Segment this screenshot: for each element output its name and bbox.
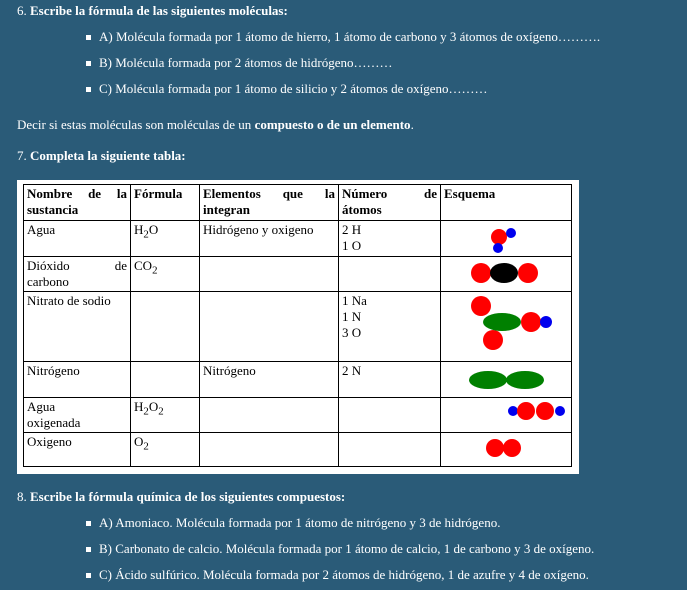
oxygen-atom (471, 296, 491, 316)
nitrogen-atom (483, 313, 521, 331)
cell-atoms (339, 257, 441, 292)
cell-elements (200, 433, 339, 467)
cell-formula (131, 362, 200, 398)
cell-atoms (339, 398, 441, 433)
header-elements: Elementos que la integran (200, 185, 339, 221)
cell-formula: $H_2O_2$ (131, 398, 200, 433)
hydrogen-atom (493, 243, 503, 253)
cell-elements: Nitrógeno (200, 362, 339, 398)
oxygen-atom (517, 402, 535, 420)
hydrogen-atom (555, 406, 565, 416)
table-row (24, 221, 572, 257)
cell-name: Agua (24, 221, 131, 257)
cell-formula: $O_2$ (131, 433, 200, 467)
q6-number: 6. (17, 3, 27, 18)
oxygen-atom (486, 439, 504, 457)
cell-atoms: 2 H 1 O (339, 221, 441, 257)
nitrogen-molecule-diagram (441, 362, 572, 398)
q6-decide-text: Decir si estas moléculas son moléculas de un compuesto o de un elemento. (17, 117, 414, 132)
cell-elements (200, 257, 339, 292)
cell-elements (200, 292, 339, 362)
table-row (24, 433, 572, 467)
carbon-atom (490, 263, 518, 283)
cell-name: Agua oxigenada (24, 398, 131, 433)
q8-item-c: C) Ácido sulfúrico. Molécula formada por 2 átomos de hidrógeno, 1 de azufre y 4 de oxígeno. (86, 567, 589, 583)
table-row (24, 257, 572, 292)
cell-atoms (339, 433, 441, 467)
table-container (17, 180, 579, 474)
q7-title: Completa la siguiente tabla: (30, 148, 186, 163)
q7-heading (17, 148, 186, 164)
nitrogen-atom (506, 371, 544, 389)
cell-name: Oxigeno (24, 433, 131, 467)
cell-elements: Hidrógeno y oxigeno (200, 221, 339, 257)
cell-atoms: 1 Na 1 N 3 O (339, 292, 441, 362)
q6-item-a: A) Molécula formada por 1 átomo de hierro, 1 átomo de carbono y 3 átomos de oxígeno………. (86, 29, 600, 45)
hydrogen-atom (508, 406, 518, 416)
sodium-atom (540, 316, 552, 328)
q8-item-a: A) Amoniaco. Molécula formada por 1 átomo de nitrógeno y 3 de hidrógeno. (86, 515, 500, 531)
table-row (24, 398, 572, 433)
oxygen-atom (483, 330, 503, 350)
oxygen-atom (471, 263, 491, 283)
cell-name: Nitrógeno (24, 362, 131, 398)
oxygen-atom (536, 402, 554, 420)
header-schema: Esquema (441, 185, 572, 221)
q6-item-b: B) Molécula formada por 2 átomos de hidrógeno……… (86, 55, 393, 71)
header-name: Nombre de la sustancia (24, 185, 131, 221)
bullet-icon (86, 547, 91, 552)
cell-name: Nitrato de sodio (24, 292, 131, 362)
bullet-icon (86, 87, 91, 92)
table-row (24, 362, 572, 398)
bullet-icon (86, 61, 91, 66)
hydrogen-peroxide-diagram (441, 398, 572, 433)
table-row (24, 292, 572, 362)
cell-atoms: 2 N (339, 362, 441, 398)
q8-heading (17, 489, 345, 505)
q6-title: Escribe la fórmula de las siguientes moléculas: (30, 3, 288, 18)
cell-formula (131, 292, 200, 362)
cell-formula: $CO_2$ (131, 257, 200, 292)
table-header-row (24, 185, 572, 221)
sodium-nitrate-diagram (441, 292, 572, 362)
hydrogen-atom (506, 228, 516, 238)
bullet-icon (86, 573, 91, 578)
q7-number: 7. (17, 148, 27, 163)
q8-item-b: B) Carbonato de calcio. Molécula formada por 1 átomo de calcio, 1 de carbono y 3 de oxígeno. (86, 541, 594, 557)
substances-table (23, 184, 572, 467)
co2-molecule-diagram (441, 257, 572, 292)
bullet-icon (86, 35, 91, 40)
nitrogen-atom (469, 371, 507, 389)
oxygen-atom (521, 312, 541, 332)
oxygen-atom (503, 439, 521, 457)
cell-formula: $H_2O$ (131, 221, 200, 257)
oxygen-atom (518, 263, 538, 283)
cell-name: Dióxido de carbono (24, 257, 131, 292)
header-atoms: Número de átomos (339, 185, 441, 221)
bullet-icon (86, 521, 91, 526)
oxygen-atom (491, 229, 507, 245)
water-molecule-diagram (441, 221, 572, 257)
cell-elements (200, 398, 339, 433)
q6-heading (17, 3, 288, 19)
q8-number: 8. (17, 489, 27, 504)
q6-item-c: C) Molécula formada por 1 átomo de silicio y 2 átomos de oxígeno……… (86, 81, 487, 97)
oxygen-molecule-diagram (441, 433, 572, 467)
q8-title: Escribe la fórmula química de los siguientes compuestos: (30, 489, 346, 504)
header-formula: Fórmula (131, 185, 200, 221)
